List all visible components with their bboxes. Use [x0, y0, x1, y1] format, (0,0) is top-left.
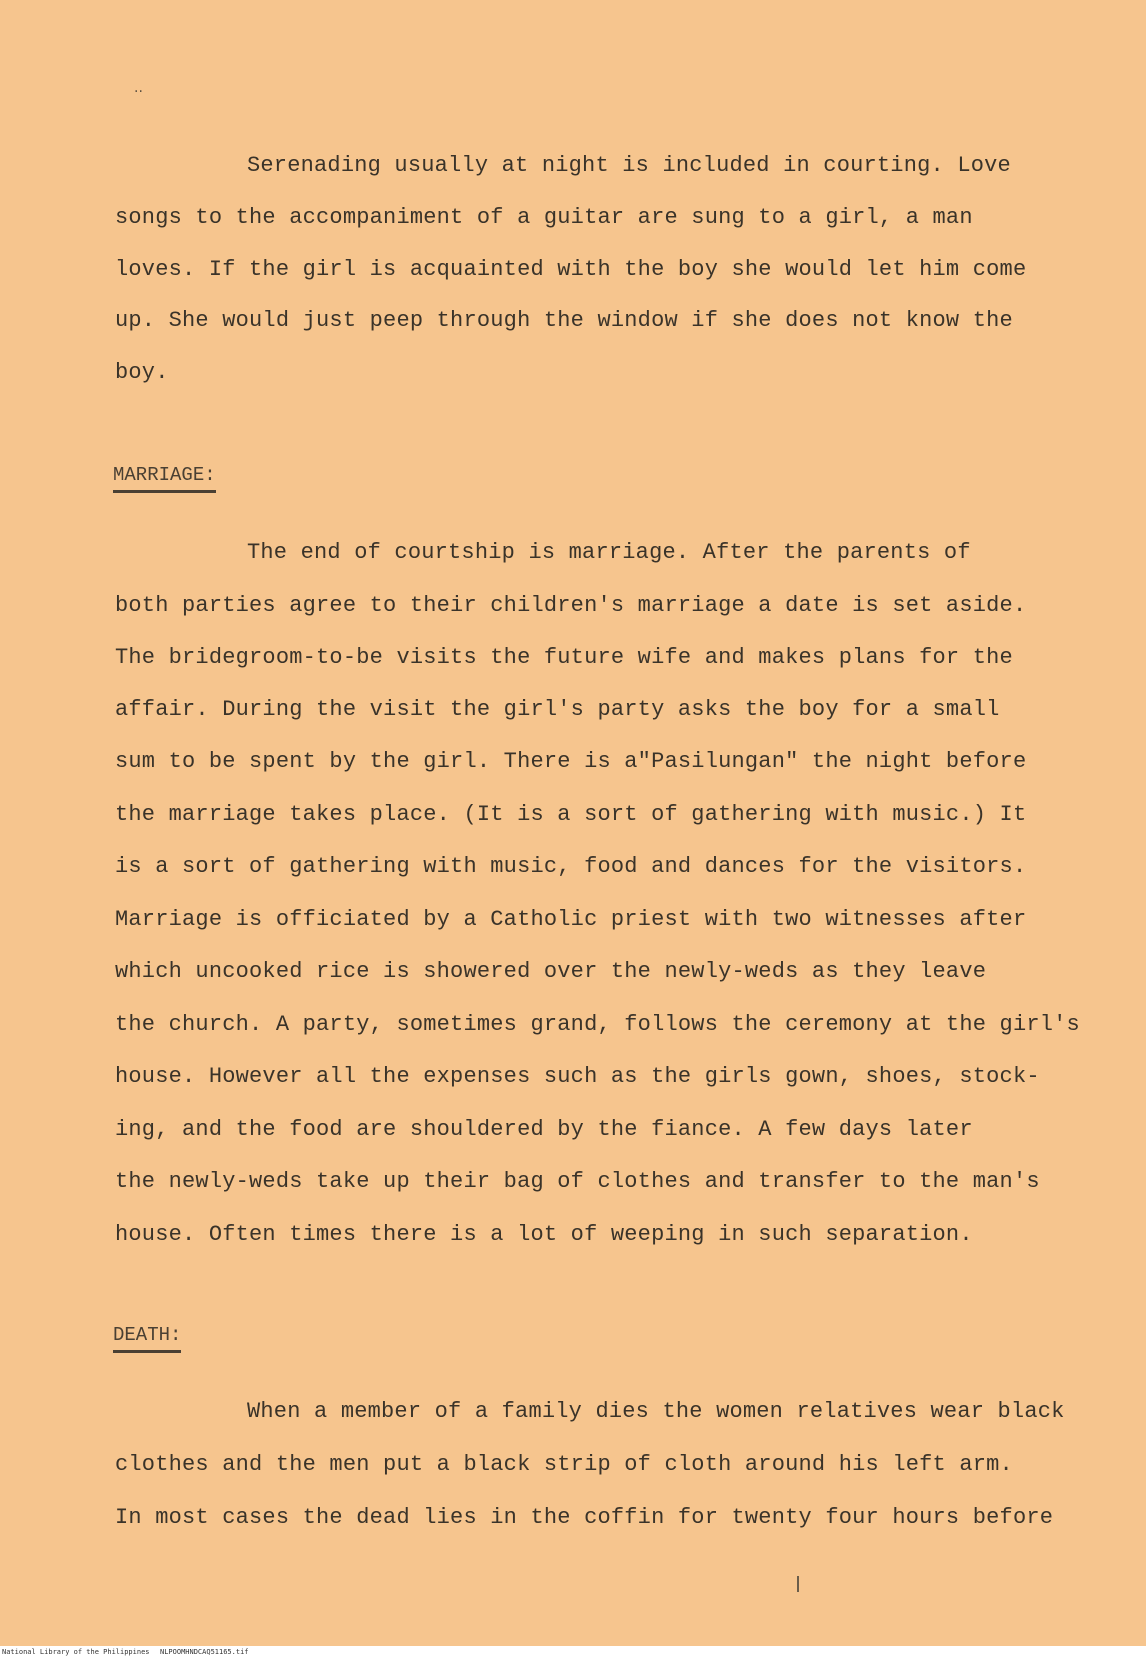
text-line: which uncooked rice is showered over the newly-weds as they leave: [115, 959, 987, 984]
text-line: songs to the accompaniment of a guitar are sung to a girl, a man: [115, 205, 973, 230]
text-line: loves. If the girl is acquainted with the boy she would let him come: [115, 257, 1027, 282]
text-line: Serenading usually at night is included in courting. Love: [247, 153, 1011, 178]
text-line: The bridegroom-to-be visits the future wife and makes plans for the: [115, 645, 1013, 670]
text-line: is a sort of gathering with music, food and dances for the visitors.: [115, 854, 1027, 879]
text-line: In most cases the dead lies in the coffin for twenty four hours before: [115, 1505, 1054, 1530]
text-line: the church. A party, sometimes grand, follows the ceremony at the girl's: [115, 1012, 1080, 1037]
scan-footer: [0, 1646, 1146, 1658]
text-line: clothes and the men put a black strip of cloth around his left arm.: [115, 1452, 1013, 1477]
text-line: up. She would just peep through the window if she does not know the: [115, 308, 1013, 333]
text-line: sum to be spent by the girl. There is a"Pasilungan" the night before: [115, 749, 1027, 774]
text-line: ing, and the food are shouldered by the fiance. A few days later: [115, 1117, 973, 1142]
text-line: house. Often times there is a lot of weeping in such separation.: [115, 1222, 973, 1247]
text-line: the marriage takes place. (It is a sort of gathering with music.) It: [115, 802, 1027, 827]
footer-library: National Library of the Philippines: [2, 1648, 150, 1656]
text-line: When a member of a family dies the women relatives wear black: [247, 1399, 1065, 1424]
death-heading: DEATH:: [113, 1322, 181, 1353]
marriage-heading: MARRIAGE:: [113, 462, 216, 493]
top-marks: ..: [134, 80, 143, 96]
text-line: house. However all the expenses such as the girls gown, shoes, stock-: [115, 1064, 1040, 1089]
text-line: the newly-weds take up their bag of clothes and transfer to the man's: [115, 1169, 1040, 1194]
text-line: Marriage is officiated by a Catholic priest with two witnesses after: [115, 907, 1027, 932]
text-line: The end of courtship is marriage. After the parents of: [247, 540, 971, 565]
text-line: affair. During the visit the girl's party asks the boy for a small: [115, 697, 1000, 722]
page-tick-mark: [797, 1576, 799, 1592]
footer-file-id: NLPOOMHNDCAQ51165.tif: [160, 1648, 249, 1656]
text-line: boy.: [115, 360, 169, 385]
text-line: both parties agree to their children's marriage a date is set aside.: [115, 593, 1027, 618]
